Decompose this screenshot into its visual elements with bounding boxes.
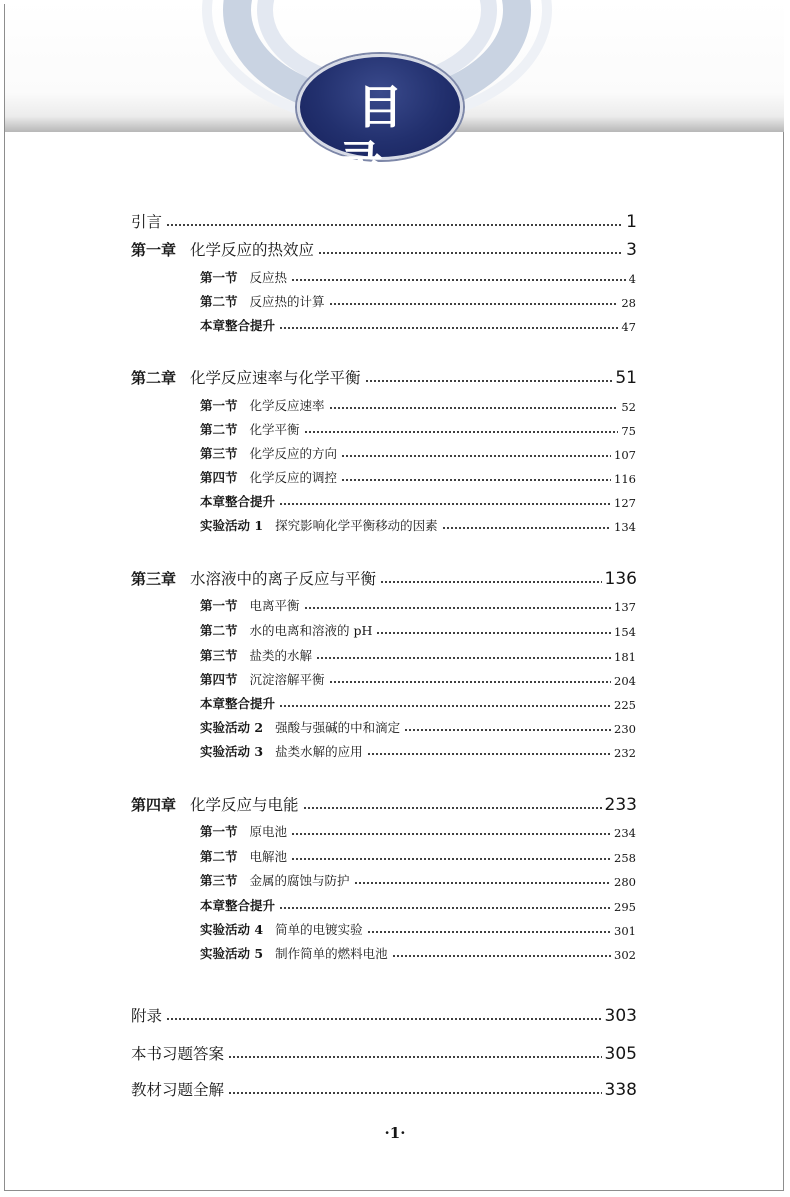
toc-title-badge [297,54,463,190]
entry-page: 134 [614,520,636,534]
entry-label: 原电池 [249,824,288,839]
toc-entry-section[interactable] [200,394,636,414]
dot-leader [279,502,611,506]
entry-page: 303 [604,1006,637,1026]
section-number: 第一节 [200,598,238,613]
dot-leader [166,1017,602,1021]
toc-entry-section[interactable] [200,845,636,865]
toc-entry-section[interactable] [200,442,636,462]
entry-label: 探究影响化学平衡移动的因素 [275,518,438,533]
toc-entry-solutions[interactable] [131,1074,637,1100]
dot-leader [291,278,626,282]
dot-leader [279,704,611,708]
toc-entry-section[interactable] [200,740,636,760]
toc-entry-section[interactable] [200,290,636,310]
dot-leader [316,656,611,660]
entry-page: 75 [621,424,636,438]
entry-page: 301 [614,924,636,938]
entry-page: 280 [614,875,636,889]
entry-page: 302 [614,948,636,962]
section-number: 第一节 [200,824,238,839]
entry-page: 1 [626,212,637,232]
toc-entry-section[interactable] [200,314,636,334]
toc-entry-intro[interactable] [131,206,637,232]
dot-leader [329,302,619,306]
entry-label: 反应热的计算 [249,294,325,309]
entry-page: 295 [614,900,636,914]
section-number: 第一节 [200,398,238,413]
dot-leader [291,857,611,861]
section-number: 第二节 [200,422,238,437]
entry-label: 本章整合提升 [200,318,276,333]
toc-entry-chapter-4[interactable] [131,789,637,815]
dot-leader [304,606,612,610]
entry-label: 化学反应的热效应 [190,241,315,259]
entry-label: 化学反应的调控 [249,470,338,485]
entry-page: 116 [614,472,636,486]
dot-leader [380,580,602,584]
dot-leader [303,806,602,810]
entry-page: 154 [614,625,636,639]
dot-leader [354,881,612,885]
dot-leader [367,930,611,934]
toc-entry-appendix[interactable] [131,1000,637,1026]
toc-entry-section[interactable] [200,918,636,938]
entry-page: 127 [614,496,636,510]
section-number: 第二节 [200,623,238,638]
entry-page: 107 [614,448,636,462]
entry-label: 制作简单的燃料电池 [275,946,388,961]
entry-label: 化学反应速率 [249,398,325,413]
entry-page: 225 [614,698,636,712]
chapter-number: 第四章 [131,796,177,814]
entry-label: 本章整合提升 [200,696,276,711]
dot-leader [392,954,611,958]
toc-entry-section[interactable] [200,942,636,962]
dot-leader [376,631,611,635]
entry-page: 232 [614,746,636,760]
entry-label: 电离平衡 [249,598,300,613]
entry-page: 258 [614,851,636,865]
dot-leader [404,728,611,732]
toc-entry-chapter-1[interactable] [131,234,637,260]
dot-leader [228,1091,602,1095]
toc-entry-section[interactable] [200,266,636,286]
entry-page: 204 [614,674,636,688]
section-number: 第四节 [200,470,238,485]
section-number: 第三节 [200,648,238,663]
entry-page: 3 [626,240,637,260]
toc-entry-section[interactable] [200,644,636,664]
entry-page: 230 [614,722,636,736]
entry-page: 28 [621,296,636,310]
toc-entry-section[interactable] [200,668,636,688]
entry-label: 反应热 [249,270,288,285]
entry-label: 水溶液中的离子反应与平衡 [190,570,377,588]
entry-page: 4 [628,272,636,286]
entry-label: 引言 [131,213,163,231]
dot-leader [341,478,611,482]
section-number: 实验活动 3 [200,744,264,759]
entry-label: 化学反应速率与化学平衡 [190,369,361,387]
entry-page: 234 [614,826,636,840]
dot-leader [279,906,611,910]
section-number: 实验活动 4 [200,922,264,937]
entry-label: 盐类的水解 [249,648,313,663]
toc-entry-chapter-3[interactable] [131,563,637,589]
entry-label: 金属的腐蚀与防护 [249,873,350,888]
entry-label: 本书习题答案 [131,1045,225,1063]
toc-title: 目 录 [337,80,443,190]
section-number: 实验活动 2 [200,720,264,735]
entry-page: 52 [621,400,636,414]
entry-label: 附录 [131,1007,163,1025]
section-number: 第三节 [200,873,238,888]
entry-label: 盐类水解的应用 [275,744,363,759]
entry-label: 本章整合提升 [200,898,276,913]
dot-leader [228,1055,602,1059]
entry-label: 本章整合提升 [200,494,276,509]
dot-leader [367,752,611,756]
entry-page: 305 [604,1044,637,1064]
entry-label: 简单的电镀实验 [275,922,363,937]
dot-leader [166,223,623,227]
entry-page: 136 [604,569,637,589]
dot-leader [329,406,619,410]
entry-page: 338 [604,1080,637,1100]
entry-label: 教材习题全解 [131,1081,225,1099]
entry-label: 强酸与强碱的中和滴定 [275,720,401,735]
chapter-number: 第二章 [131,369,177,387]
section-number: 第一节 [200,270,238,285]
entry-page: 181 [614,650,636,664]
section-number: 实验活动 5 [200,946,264,961]
section-number: 第四节 [200,672,238,687]
section-number: 第二节 [200,849,238,864]
toc-entry-section[interactable] [200,490,636,510]
toc-entry-section[interactable] [200,869,636,889]
dot-leader [442,526,611,530]
dot-leader [279,326,618,330]
entry-page: 51 [615,368,637,388]
entry-label: 化学平衡 [249,422,300,437]
toc-entry-section[interactable] [200,692,636,712]
toc-entry-section[interactable] [200,894,636,914]
toc-entry-section[interactable] [200,514,636,534]
page-number: ·1· [384,1124,406,1142]
section-number: 第三节 [200,446,238,461]
entry-label: 水的电离和溶液的 pH [249,623,373,638]
dot-leader [365,379,613,383]
chapter-number: 第三章 [131,570,177,588]
dot-leader [341,454,611,458]
entry-label: 化学反应的方向 [249,446,338,461]
dot-leader [304,430,619,434]
dot-leader [291,832,611,836]
toc-entry-section[interactable] [200,466,636,486]
toc-entry-section[interactable] [200,418,636,438]
section-number: 实验活动 1 [200,518,264,533]
entry-page: 47 [621,320,636,334]
entry-label: 化学反应与电能 [190,796,299,814]
toc-entry-answers[interactable] [131,1038,637,1064]
section-number: 第二节 [200,294,238,309]
entry-label: 沉淀溶解平衡 [249,672,325,687]
toc-entry-section[interactable] [200,619,636,639]
toc-entry-section[interactable] [200,594,636,614]
chapter-number: 第一章 [131,241,177,259]
dot-leader [318,251,623,255]
entry-page: 137 [614,600,636,614]
toc-entry-section[interactable] [200,820,636,840]
entry-label: 电解池 [249,849,288,864]
dot-leader [329,680,612,684]
toc-entry-section[interactable] [200,716,636,736]
entry-page: 233 [604,795,637,815]
toc-entry-chapter-2[interactable] [131,362,637,388]
